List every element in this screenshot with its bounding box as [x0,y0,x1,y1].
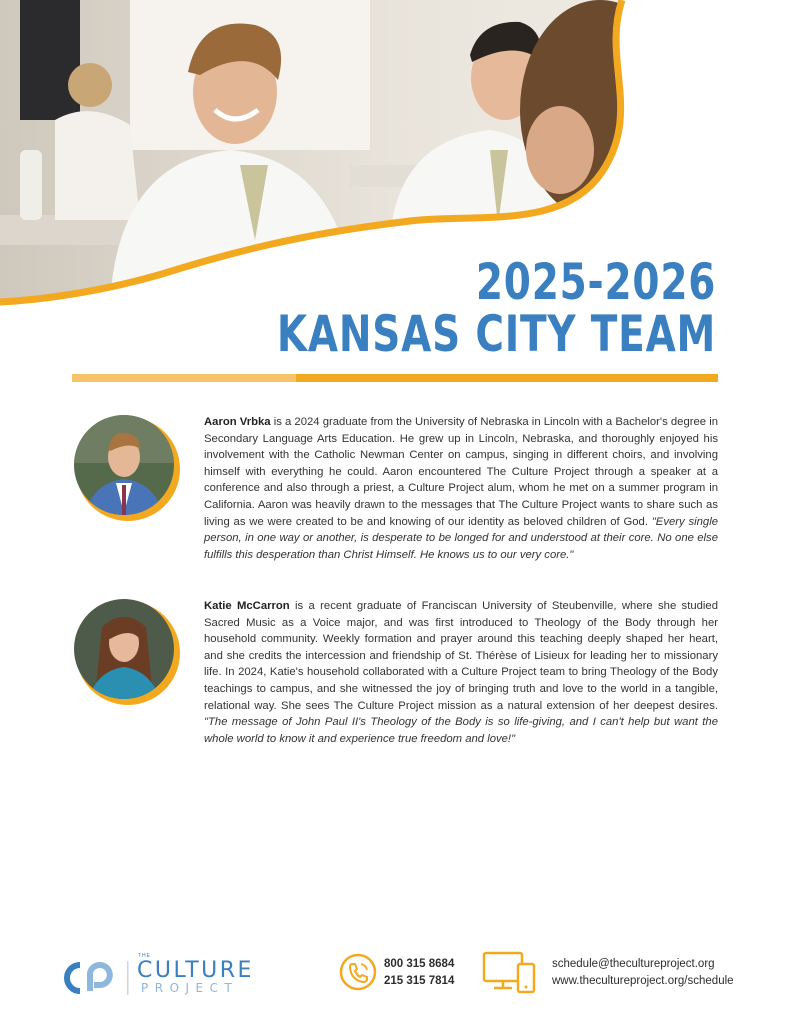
title-team: KANSAS CITY TEAM [276,305,716,363]
email-link[interactable]: schedule@thecultureproject.org [552,958,715,970]
katie-portrait [72,597,182,707]
phone-number-1[interactable]: 800 315 8684 [384,958,455,970]
devices-icon [480,950,538,995]
logo-culture: CULTURE [137,958,254,983]
divider-light [72,374,296,382]
divider-dark [296,374,718,382]
bio-katie [204,598,718,747]
title-year: 2025-2026 [475,253,716,311]
bio-name: Katie McCarron [204,600,290,612]
bio-quote: "The message of John Paul II's Theology of the Body is so life-giving, and I can't help but want the whole world to know it and experience true freedom and love!" [204,716,718,745]
bio-aaron [204,414,718,563]
bio-name: Aaron Vrbka [204,416,271,428]
bio-body: is a recent graduate of Franciscan University of Steubenville, where she studied Sacred Music as a Voice major, and was first introduced to Theology of the Body through her household community. Weekly formation and prayer around this teaching deeply shaped her heart, and she credits the intercession and friendship of St. Thérèse of Lisieux for leading her to missionary life. In 2024, Katie's household collaborated with a Culture Project team to bring Theology of the Body teachings to campus, and she witnessed the joy of bringing truth and love to the world in a tangible, relational way. She sees The Culture Project mission as a natural extension of her deepest desires. [204,600,718,712]
aaron-portrait [72,413,182,523]
logo-project: PROJECT [141,981,239,995]
logo-the: THE [138,953,151,959]
bio-body: is a 2024 graduate from the University of Nebraska in Lincoln with a Bachelor's degree in Secondary Language Arts Education. He grew up in Lincoln, Nebraska, and thoroughly enjoyed his involvement with the Catholic Newman Center on campus, singing in different choirs, and involving himself with everything he could. Aaron encountered The Culture Project through a speaker at a conference and also through a priest, a Culture Project alum, whom he met on a summer program in California. Aaron was heavily drawn to the messages that The Culture Project wants to share such as living as we were created to be and knowing of our identity as beloved children of God. [204,416,718,528]
phone-number-2[interactable]: 215 315 7814 [384,975,455,987]
phone-icon [339,953,377,991]
website-link[interactable]: www.thecultureproject.org/schedule [552,975,734,987]
bio-quote: "Every single person, in one way or another, is desperate to be longed for and understood at their core. No one else fulfills this desperation than Christ Himself. He knows us to our very core." [204,515,718,561]
page-title [276,253,716,363]
